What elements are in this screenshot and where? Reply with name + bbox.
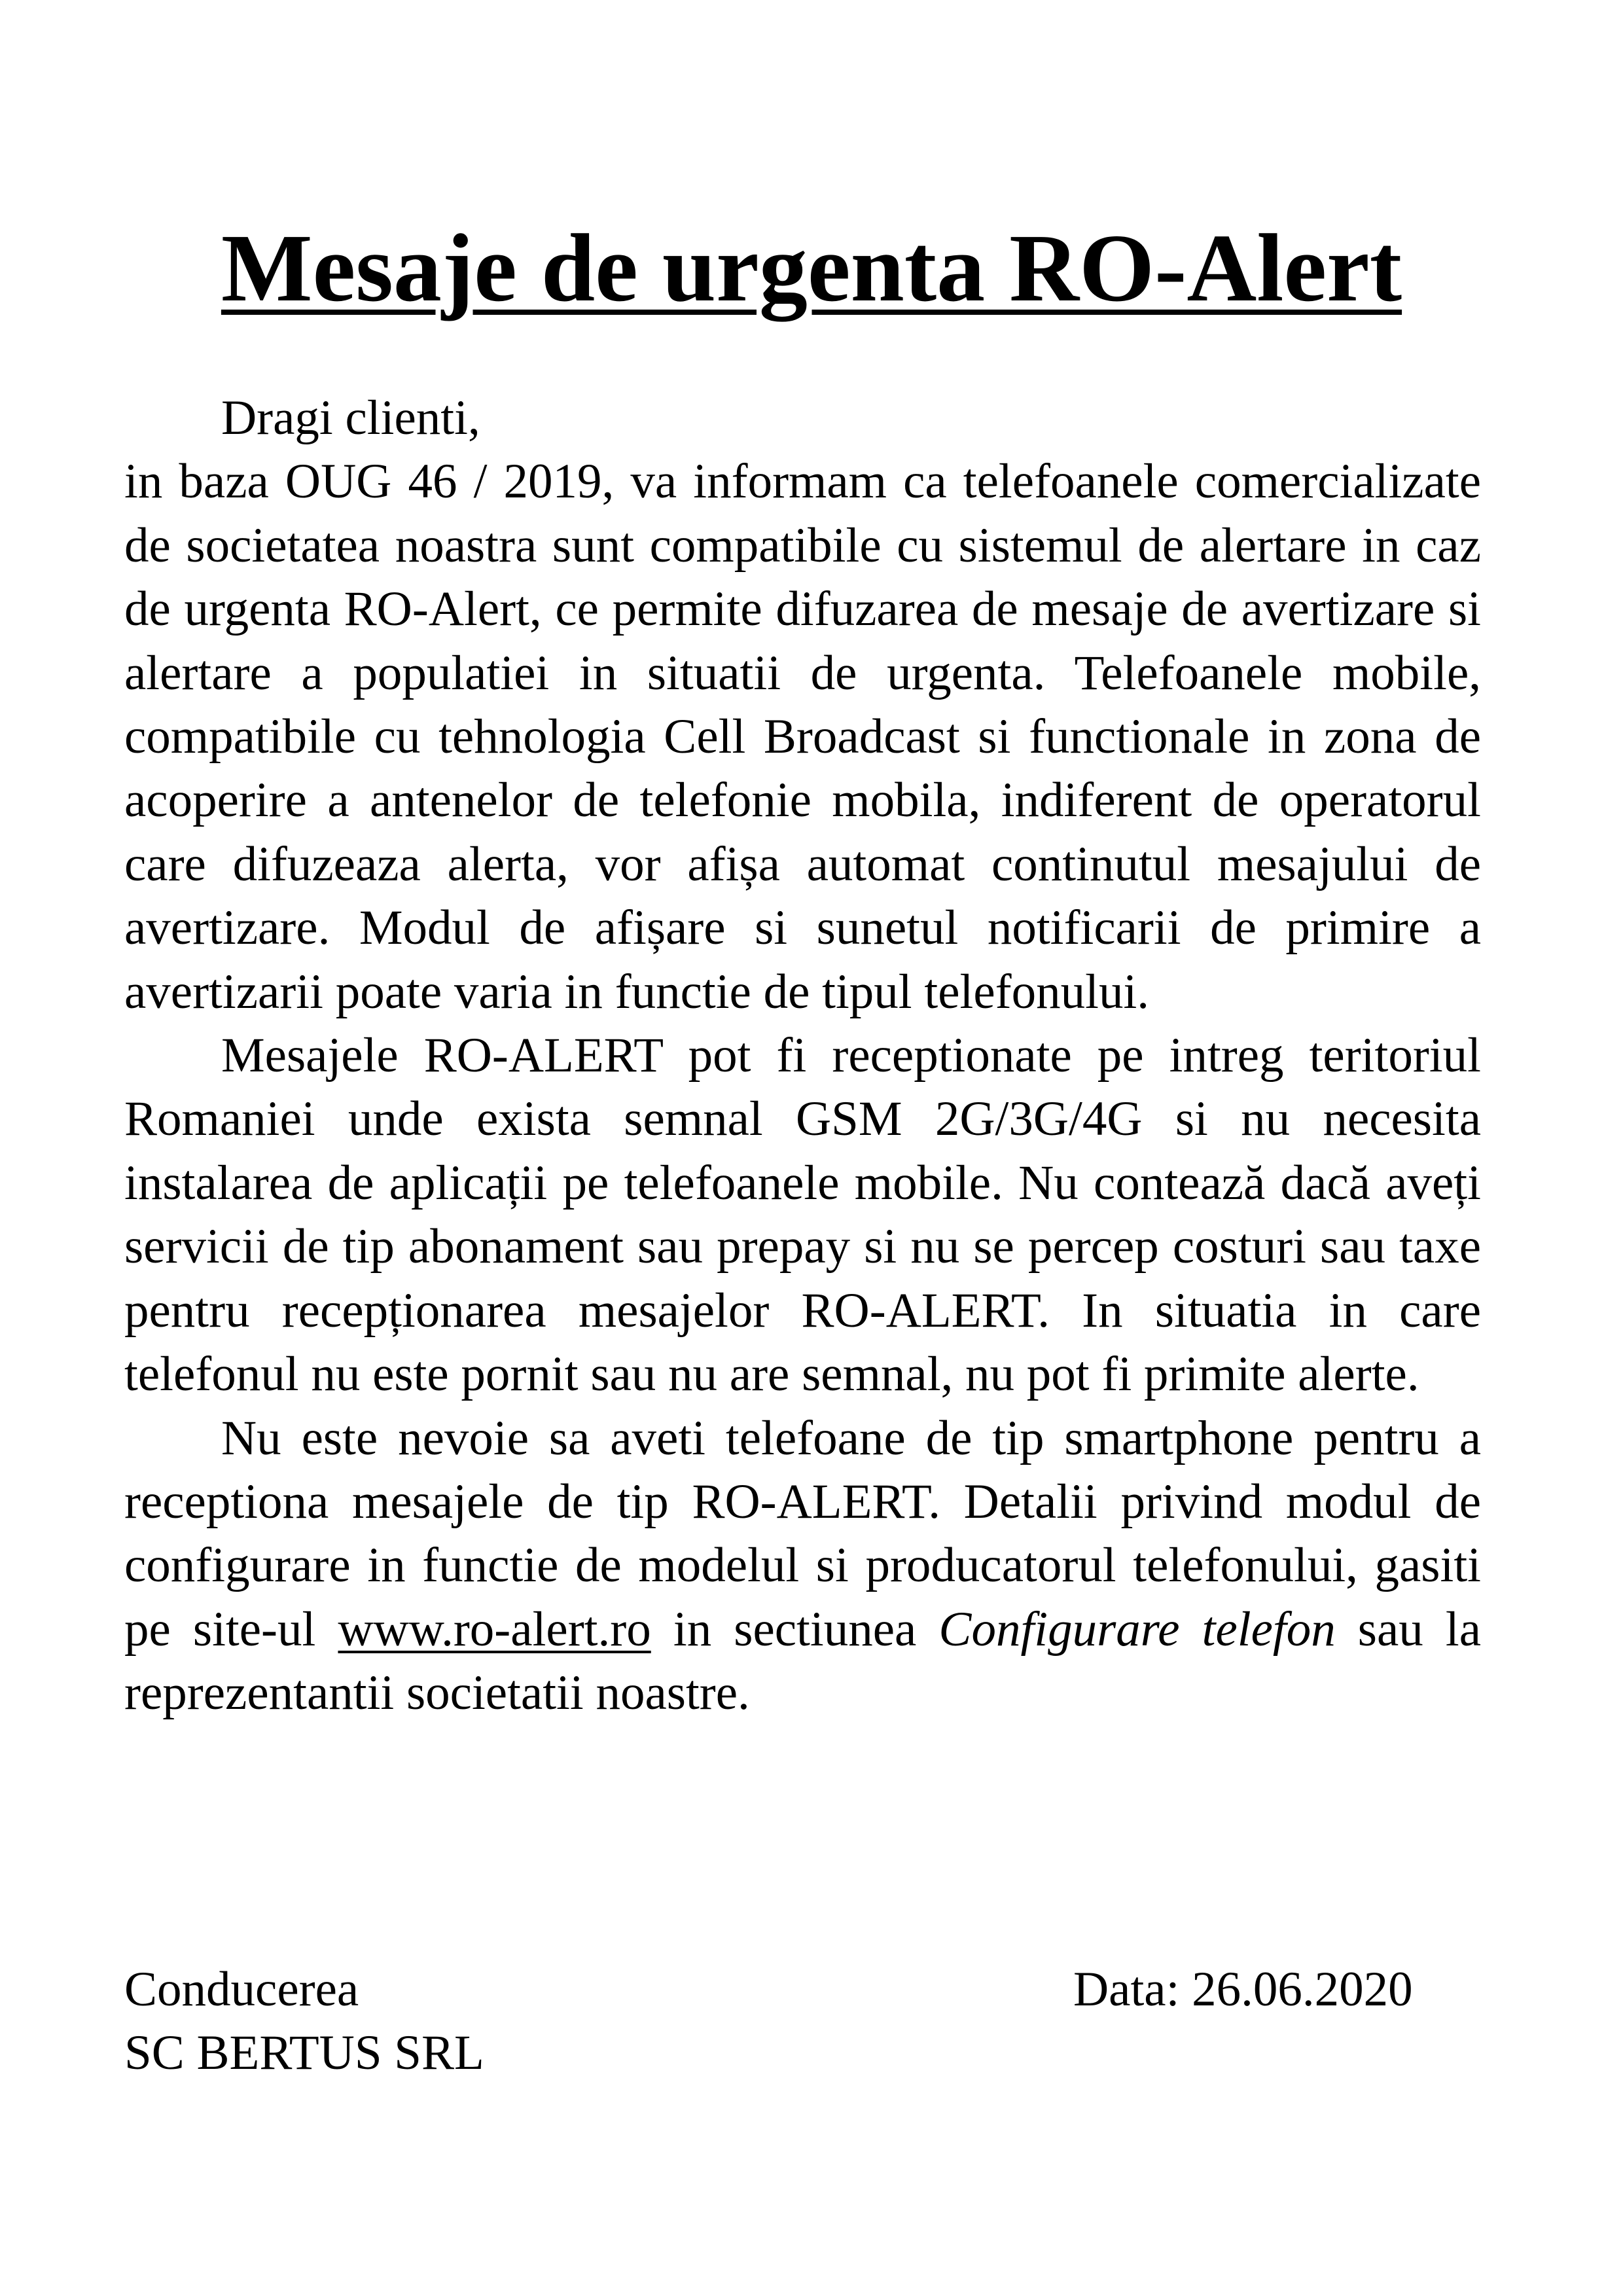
- page-title: [0, 209, 1623, 327]
- configuration-section-name: Configurare telefon: [938, 1602, 1336, 1657]
- paragraph-3-text-a: Nu este nevoie sa aveti telefoane de tip smartphone pentru a receptiona mesajele de tip RO-ALERT. Detalii privind modul de configurare in functie de modelul si producatorul telefonului, gasiti pe site-ul: [124, 1410, 1481, 1657]
- document-body: [124, 386, 1481, 1725]
- title-text: Mesaje de urgenta RO-Alert: [221, 215, 1402, 322]
- paragraph-3: [124, 1407, 1481, 1725]
- paragraph-1: in baza OUG 46 / 2019, va informam ca telefoanele comercializate de societatea noastra sunt compatibile cu sistemul de alertare in caz de urgenta RO-Alert, ce permite difuzarea de mesaje de avertizare si alertare a populatiei in situatii de urgenta. Telefoanele mobile, compatibile cu tehnologia Cell Broadcast si functionale in zona de acoperire a antenelor de telefonie mobila, indiferent de operatorul care difuzeaza alerta, vor afișa automat continutul mesajului de avertizare. Modul de afișare si sunetul notificarii de primire a avertizarii poate varia in functie de tipul telefonului.: [124, 454, 1481, 1019]
- paragraph-3-text-c: sau la reprezentantii societatii noastre.: [124, 1602, 1482, 1721]
- signature-line-2: SC BERTUS SRL: [124, 2026, 484, 2081]
- ro-alert-website-link[interactable]: www.ro-alert.ro: [338, 1602, 651, 1657]
- paragraph-3-text-b: in sectiunea: [651, 1602, 939, 1657]
- signature-block: [124, 1958, 484, 2085]
- signature-line-1: Conducerea: [124, 1962, 359, 2017]
- greeting: Dragi clienti,: [221, 391, 480, 445]
- paragraph-2: Mesajele RO-ALERT pot fi receptionate pe intreg teritoriul Romaniei unde exista semnal GSM 2G/3G/4G si nu necesita instalarea de aplicații pe telefoanele mobile. Nu contează dacă aveți servicii de tip abonament sau prepay si nu se percep costuri sau taxe pentru recepționarea mesajelor RO-ALERT. In situatia in care telefonul nu este pornit sau nu are semnal, nu pot fi primite alerte.: [124, 1028, 1481, 1402]
- document-date: Data: 26.06.2020: [1073, 1962, 1413, 2017]
